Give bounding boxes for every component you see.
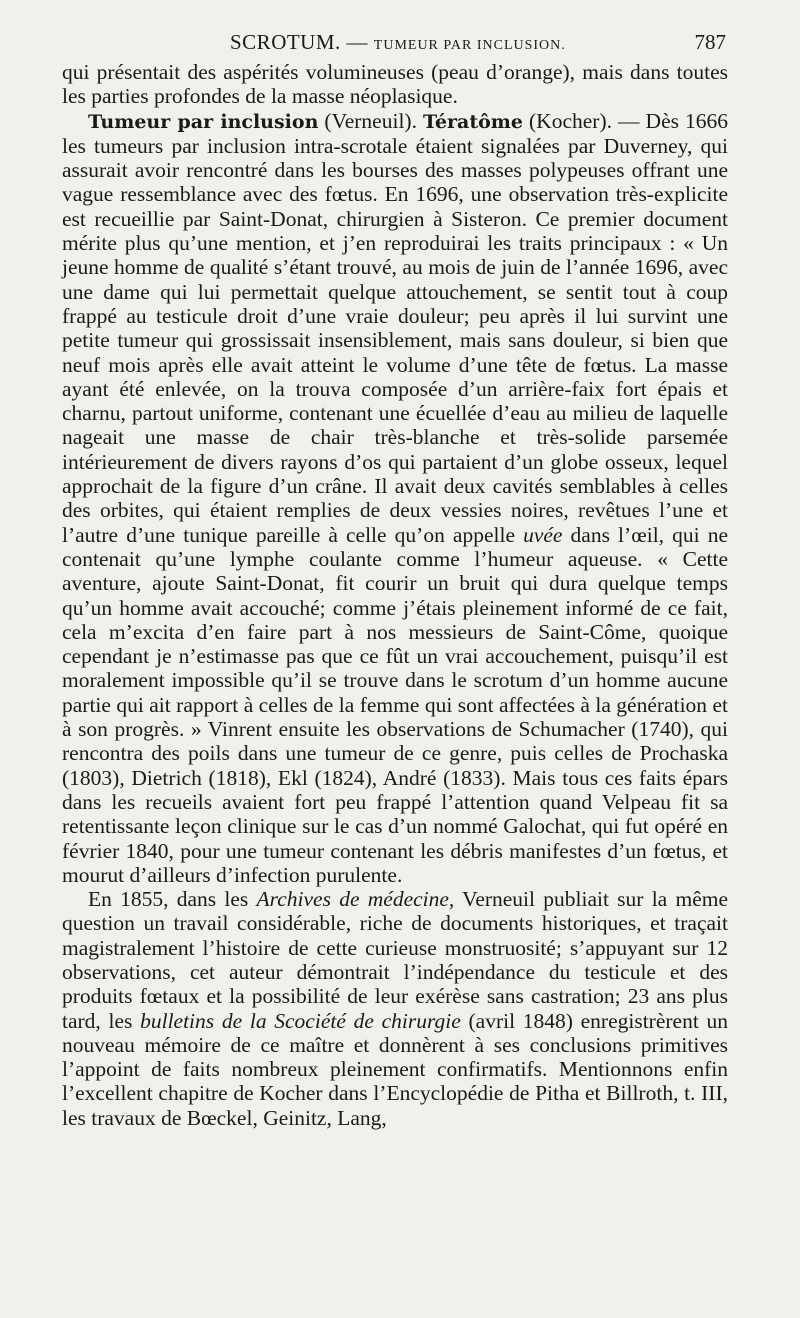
paragraph-text: En 1855, dans les xyxy=(88,887,257,912)
paragraph-text: (avril 1848) enregistrèrent un nouveau mémoire de ce maître et donnèrent à ses conclusions primitives l’appoint de faits nombreux pleinement confirmatifs. Mentionnons enfin l’excellent chapitre de Kocher dans l’Encyclopédie de Pitha et Billroth, t. III, les travaux de Bœckel, Geinitz, Lang, xyxy=(62,1008,729,1130)
book-page xyxy=(62,30,728,1130)
paragraph-text: dans l’œil, qui ne contenait qu’une lymphe coulante comme l’humeur aqueuse. « Cette aventure, ajoute Saint-Donat, fit courir un bruit qui dura quelque temps qu’un homme avait accouché; comme j’étais pleinement informé de ce fait, cela m’excita d’en faire part à nos messieurs de Saint-Côme, quoique cependant je n’estimasse pas que ce fût un vrai accouchement, puisqu’il est moralement impossible qu’il se trouve dans le scrotum d’un homme aucune partie qui ait rapport à celles de la femme qui sont affectées à la génération et à son progrès. » Vinrent ensuite les observations de Schumacher (1740), qui rencontra des poils dans une tumeur de ce genre, puis celles de Prochaska (1803), Dietrich (1818), Ekl (1824), André (1833). Mais tous ces faits épars dans les recueils avaient fort peu frappé l’attention quand Velpeau fit sa retentissante leçon clinique sur le cas d’un nommé Galochat, qui fut opéré en février 1840, pour une tumeur contenant les débris manifestes d’un fœtus, et mourut d’ailleurs d’infection purulente. xyxy=(62,522,728,887)
paragraph-text: Verneuil publiait sur la même question un travail considérable, riche de documents historiques, et traçait magistralement l’histoire de cette curieuse monstruosité; s’appuyant sur 12 observations, cet auteur démontrait l’indépendance du testicule et des produits fœtaux et la possibilité de leur exérèse sans castration; 23 ans plus tard, les xyxy=(62,887,728,1033)
paragraph-verneuil xyxy=(62,887,728,1130)
paragraph-text: (Kocher). — Dès 1666 les tumeurs par inclusion intra-scrotale étaient signalées par Duverney, qui assurait avoir rencontré dans les bourses des masses polypeuses offrant une vague ressemblance avec des fœtus. En 1696, une observation très-explicite est recueillie par Saint-Donat, chirurgien à Sisteron. Ce premier document mérite plus qu’une mention, et j’en reproduirai les traits principaux : « Un jeune homme de qualité s’étant trouvé, au mois de juin de l’année 1696, avec une dame qui lui permettait quelque attouchement, se sentit tout à coup frappé au testicule droit d’une vraie douleur; peu après il lui survint une petite tumeur qui grossissait insensiblement, mais sans douleur, si bien que neuf mois après elle avait atteint le volume d’une tête de fœtus. La masse ayant été enlevée, on la trouva composée d’un arrière-faix fort épais et charnu, partout uniforme, contenant une écuellée d’eau au milieu de laquelle nageait une masse de chair très-blanche et très-solide parsemée intérieurement de divers rayons d’os qui partaient d’un globe osseux, lequel approchait de la figure d’un crâne. Il avait deux cavités semblables à celles des orbites, qui étaient remplies de deux vessies noires, revêtues l’une et l’autre d’une tunique pareille à celle qu’on appelle xyxy=(62,108,728,547)
italic-title-bulletins: bulletins de la Scociété de chirurgie xyxy=(140,1008,461,1033)
page-number: 787 xyxy=(694,30,726,54)
paragraph-tumeur-par-inclusion xyxy=(62,109,728,888)
body-text xyxy=(62,60,728,1130)
running-title-dash: — xyxy=(346,30,369,54)
running-title xyxy=(230,30,566,55)
italic-term-uvee: uvée xyxy=(523,522,563,547)
section-heading-tumeur-par-inclusion: Tumeur par inclusion xyxy=(88,110,319,133)
running-title-main: SCROTUM. xyxy=(230,30,341,54)
paragraph-text: qui présentait des aspérités volumineuses (peau d’orange), mais dans toutes les parties profondes de la masse néoplasique. xyxy=(62,60,728,109)
italic-title-archives: Archives de médecine, xyxy=(256,887,455,912)
section-heading-teratome: Tératôme xyxy=(422,110,523,133)
running-title-sub: TUMEUR PAR INCLUSION. xyxy=(373,38,566,53)
paragraph-continued xyxy=(62,60,728,109)
running-head xyxy=(62,30,728,60)
paragraph-text: (Verneuil). xyxy=(318,108,423,133)
